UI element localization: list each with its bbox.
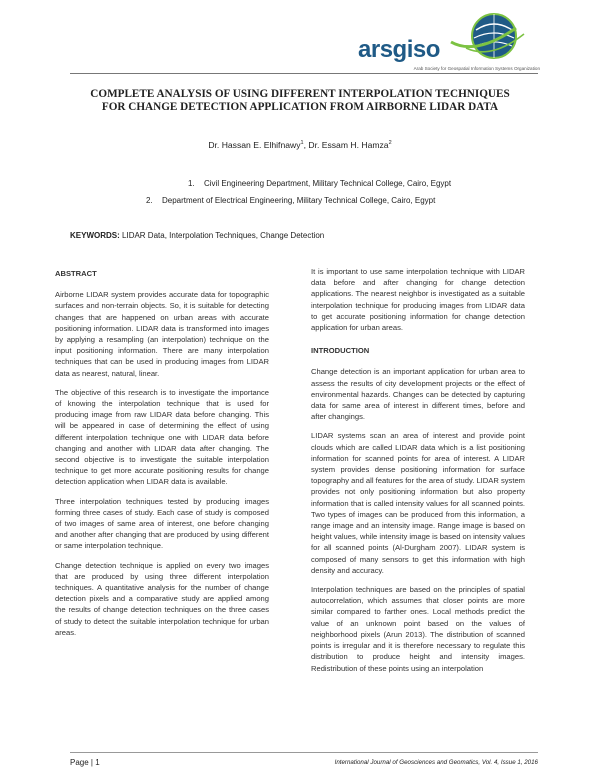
keywords-text: LIDAR Data, Interpolation Techniques, Change Detection (122, 231, 325, 240)
author-separator: , (303, 140, 309, 150)
introduction-paragraph: Interpolation techniques are based on the principles of spatial autocorrelation, which assumes that closer points are more similar compared to farther ones. Local methods predict the value of an unknown point based on the values of neighborhood pixels (Arun 2013). The distribution of scanned points is irregular and it is therefore necessary to regulate this distribution to produce height and intensity images. Redistribution of these points using an interpolation (311, 585, 525, 673)
page-number: Page | 1 (70, 758, 100, 767)
author-2-sup: 2 (388, 140, 392, 147)
author-1: Dr. Hassan E. Elhifnawy (208, 140, 301, 150)
paper-title (60, 88, 540, 114)
keywords-label: KEYWORDS: (70, 231, 120, 240)
abstract-heading: ABSTRACT (55, 269, 97, 278)
affiliation-2-num: 2. (146, 196, 153, 205)
introduction-paragraph: Change detection is an important application for urban area to assess the results of city development projects or the effect of environmental hazards. Changes can be detected by capturing data for same area of interest in different times, before and after changings. (311, 367, 525, 422)
introduction-paragraph: LIDAR systems scan an area of interest and provide point clouds which are called LIDAR data which is a list positioning information for scanned points for area of interest. A LIDAR system provides dense positioning information for surface topography and all features for the area of study. LIDAR system provides not only positioning information but also property information that is called intensity values for all scanned points. Two types of images can be produced from this information, a range image and an intensity image. Range image is based on height values, while intensity image is based on intensity values for all scanned points (Al-Durgham 2007). LIDAR system is composed of many sensors to get this information with high density and accuracy. (311, 431, 526, 575)
affiliation-1-text: Civil Engineering Department, Military Technical College, Cairo, Egypt (204, 179, 452, 188)
affiliation-2 (146, 196, 435, 205)
affiliation-1 (188, 179, 451, 188)
left-column (55, 268, 269, 646)
abstract-paragraph: Three interpolation techniques tested by producing images forming three cases of study. Each case of study is composed of two images of same area of interest, one before changing and another after changing that are produced by using different or same interpolation technique. (55, 496, 269, 551)
title-line-2: FOR CHANGE DETECTION APPLICATION FROM AIRBORNE LIDAR DATA (101, 101, 499, 113)
authors (60, 140, 540, 150)
journal-logo (358, 8, 536, 68)
affiliation-1-num: 1. (188, 179, 195, 188)
journal-citation: International Journal of Geosciences and Geomatics, Vol. 4, Issue 1, 2016 (334, 759, 538, 766)
affiliation-2-text: Department of Electrical Engineering, Military Technical College, Cairo, Egypt (162, 196, 436, 205)
header-divider (70, 73, 538, 74)
title-line-1: COMPLETE ANALYSIS OF USING DIFFERENT INTERPOLATION TECHNIQUES (90, 88, 510, 100)
abstract-paragraph: Airborne LIDAR system provides accurate data for topographic surfaces and non-terrain objects. So, it is suitable for detecting changes that are happened on urban areas with accurate positioning information. LIDAR data is transformed into images by applying a resampling (an interpolation) technique on the input positioning information. There are many interpolation techniques that can be used in producing images from LIDAR data as nearest, natural, linear. (55, 290, 269, 378)
abstract-paragraph: Change detection technique is applied on every two images that are produced by using three different interpolation techniques. A quantitative analysis for the number of change detection pixels and a comparative study are applied among the results of change detection techniques on the three cases of study to detect the suitable interpolation technique for urban areas. (55, 560, 269, 637)
logo-text: arsgiso (358, 36, 440, 63)
keywords (70, 231, 324, 240)
logo-subtitle: Arab Society for Geospatial Information Systems Organization (413, 66, 540, 71)
author-1-sup: 1 (300, 140, 304, 147)
author-2: Dr. Essam H. Hamza (308, 140, 389, 150)
abstract-paragraph: The objective of this research is to investigate the importance of knowing the interpolation technique that is used for producing image from raw LIDAR data before changing. This will be appeared in case of determining the effect of using different interpolation technique one with LIDAR data before changing and another with LIDAR data after changing. The second objective is to investigate the suitable interpolation technique to get more accurate positioning results for change detection application when LIDAR data is available. (55, 387, 269, 487)
globe-icon (446, 8, 532, 66)
footer-divider (70, 752, 538, 753)
right-column (311, 266, 525, 682)
introduction-heading: INTRODUCTION (311, 346, 370, 356)
abstract-conclusion-paragraph: It is important to use same interpolation technique with LIDAR data before and after changing for change detection applications. The nearest neighbor is investigated as a suitable interpolation technique for producing images from LIDAR data to get accurate positioning information for change detection application for urban areas. (311, 267, 525, 333)
